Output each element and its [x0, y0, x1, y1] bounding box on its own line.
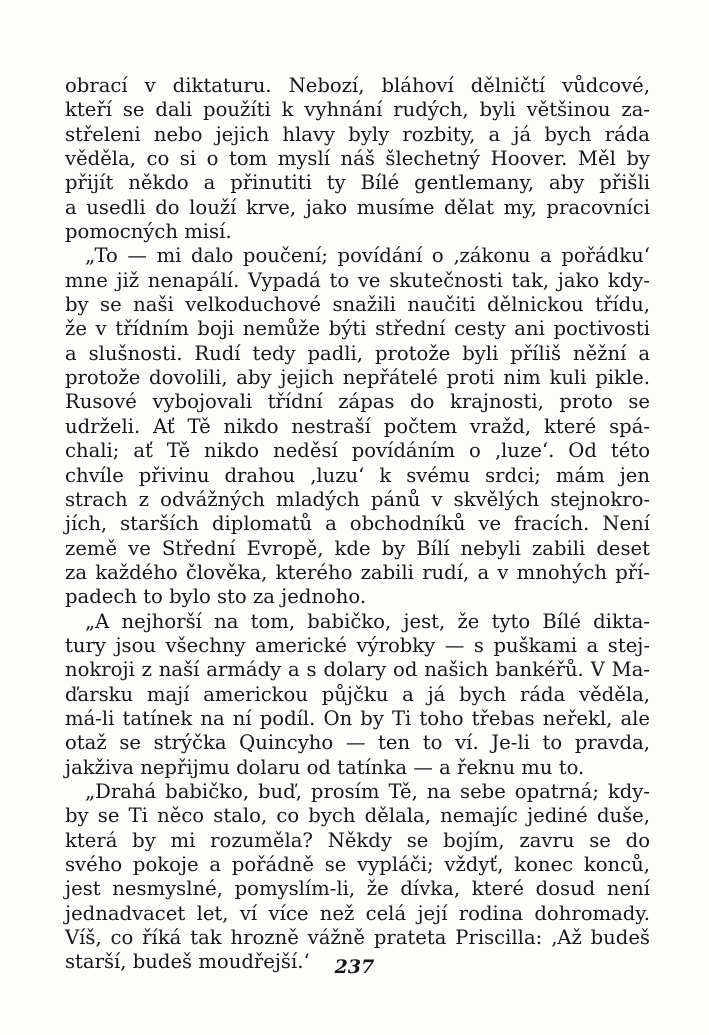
text-line: udrželi. Ať Tě nikdo nestraší počtem vražd, které spá- — [65, 414, 650, 438]
page-number: 237 — [334, 956, 375, 978]
text-line: Rusové vybojovali třídní zápas do krajnosti, proto se — [65, 390, 650, 414]
body-text — [65, 74, 650, 975]
text-line: a slušnosti. Rudí tedy padli, protože byli příliš něžní a — [65, 341, 650, 365]
text-line: má-li tatínek na ní podíl. On by Ti toho třebas neřekl, ale — [65, 706, 650, 730]
text-line: tury jsou všechny americké výrobky — s puškami a stej- — [65, 633, 650, 657]
text-line: a usedli do louží krve, jako musíme dělat my, pracovníci — [65, 195, 650, 219]
text-line: jednadvacet let, ví více než celá její rodina dohromady. — [65, 901, 650, 925]
text-line: starší, budeš moudřejší.‘ — [65, 950, 310, 974]
text-line: za každého člověka, kterého zabili rudí, a v mnohých pří- — [65, 560, 650, 584]
text-line: jest nesmyslné, pomyslím-li, že dívka, které dosud není — [65, 877, 650, 901]
text-line: svého pokoje a pořádně se vypláči; vždyť, konec konců, — [65, 853, 650, 876]
text-line: nokroji z naší armády a s dolary od našich bankéřů. V Ma- — [65, 658, 650, 682]
text-line: protože dovolili, aby jejich nepřátelé proti nim kuli pikle. — [65, 366, 650, 390]
text-line: ďarsku mají americkou půjčku a já bych ráda věděla, — [65, 682, 650, 706]
text-line: mne již nenapálí. Vypadá to ve skutečnosti tak, jako kdy- — [65, 268, 650, 292]
text-line: by se naši velkoduchové snažili naučiti dělnickou třídu, — [65, 293, 650, 317]
text-line: chvíle přivinu drahou ‚luzu‘ k svému srdci; mám jen — [65, 463, 650, 487]
text-line: která by mi rozuměla? Někdy se bojím, zavru se do — [65, 828, 650, 852]
text-line: chali; ať Tě nikdo neděsí povídáním o ‚luze‘. Od této — [65, 439, 650, 463]
text-line: kteří se dali použíti k vyhnání rudých, byli většinou za- — [65, 98, 650, 122]
text-line: jích, starších diplomatů a obchodníků ve fracích. Není — [65, 512, 650, 536]
text-line: strach z odvážných mladých pánů v skvělých stejnokro- — [65, 487, 650, 511]
text-line: „Drahá babičko, buď, prosím Tě, na sebe opatrná; kdy- — [85, 779, 650, 803]
text-line: padech to bylo sto za jednoho. — [65, 585, 367, 609]
text-line: „To — mi dalo poučení; povídání o ‚zákonu a pořádku‘ — [85, 244, 650, 268]
text-line: otaž se strýčka Quincyho — ten to ví. Je-li to pravda, — [65, 731, 650, 755]
text-line: Víš, co říká tak hrozně vážně prateta Priscilla: ‚Až budeš — [65, 926, 650, 950]
text-line: věděla, co si o tom myslí náš šlechetný Hoover. Měl by — [65, 147, 650, 171]
text-line: že v třídním boji nemůže býti střední cesty ani poctivosti — [65, 317, 650, 341]
text-line: země ve Střední Evropě, kde by Bílí nebyli zabili deset — [65, 536, 650, 560]
text-line: „A nejhorší na tom, babičko, jest, že tyto Bílé dikta- — [85, 609, 650, 633]
text-line: by se Ti něco stalo, co bych dělala, nemajíc jediné duše, — [65, 804, 650, 828]
text-line: jakživa nepřijmu dolaru od tatínka — a řeknu mu to. — [65, 755, 585, 779]
text-line: obrací v diktaturu. Nebozí, bláhoví dělničtí vůdcové, — [65, 74, 650, 97]
text-line: přijít někdo a přinutiti ty Bílé gentlemany, aby přišli — [65, 171, 650, 195]
text-line: pomocných misí. — [65, 220, 232, 244]
text-line: střeleni nebo jejich hlavy byly rozbity, a já bych ráda — [65, 122, 650, 146]
